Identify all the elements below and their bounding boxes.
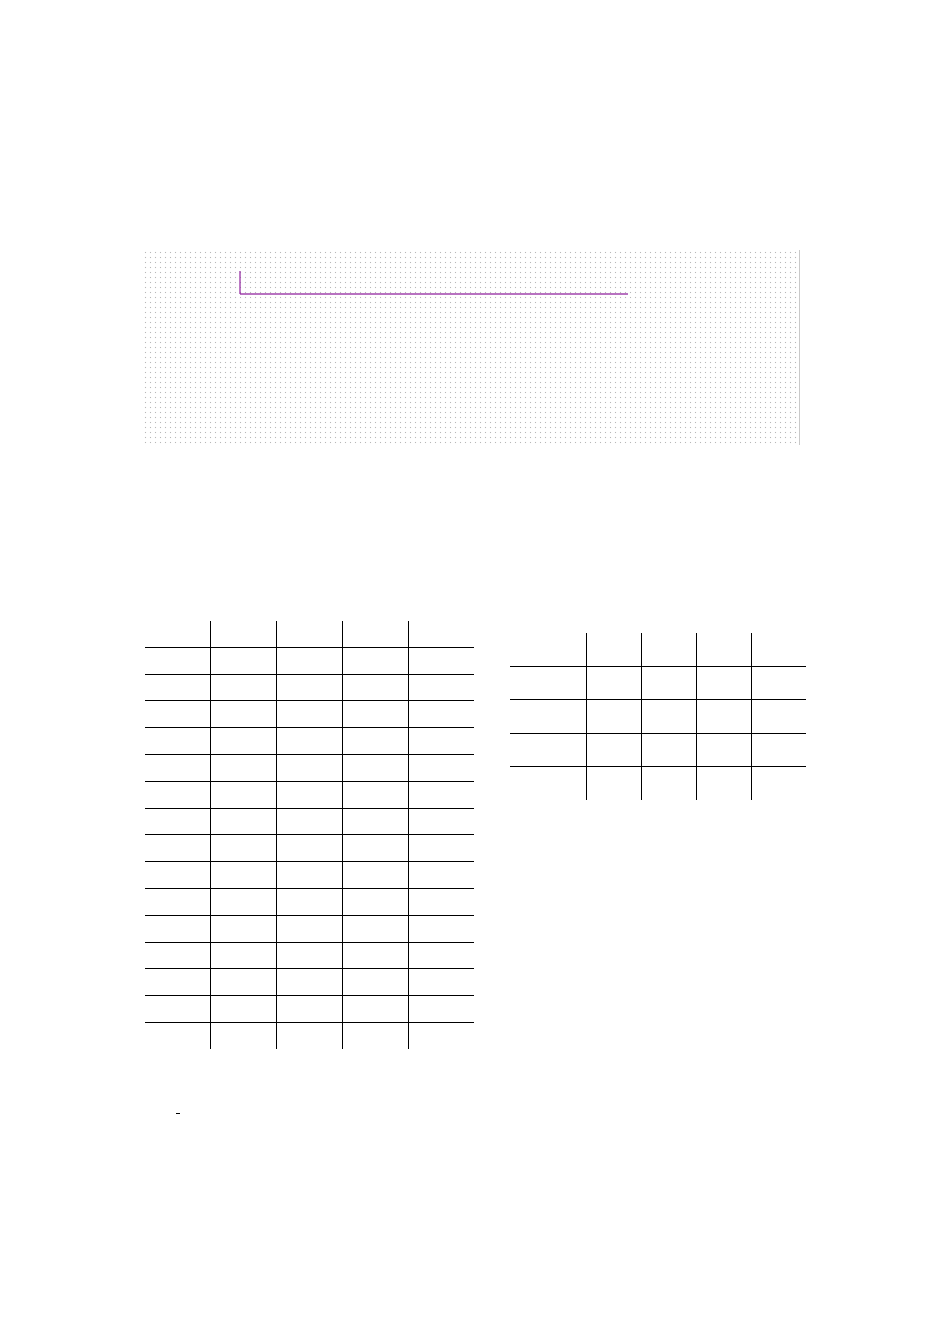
state-table-header [409,621,475,647]
state-table-cell [409,969,475,996]
table-row [145,942,474,969]
state-table-cell [343,728,409,755]
state-table-cell [277,915,343,942]
state-table-cell [211,969,277,996]
state-table-cell [343,969,409,996]
state-table-cell [277,728,343,755]
kmap-cell [697,666,752,700]
state-table-cell [145,1022,211,1048]
state-table-header [211,621,277,647]
state-table-cell [343,647,409,674]
state-table-cell [211,835,277,862]
table-row [145,862,474,889]
state-table-cell [277,1022,343,1048]
state-table-cell [409,1022,475,1048]
kmap-row [510,666,806,700]
kmap-cell [752,666,807,700]
state-table-cell [211,808,277,835]
state-table-cell [409,862,475,889]
table-row [145,888,474,915]
state-table-cell [211,996,277,1023]
kmap-row-label [510,767,587,800]
state-table-cell [343,835,409,862]
kmap-cell [642,733,697,767]
state-table-header [277,621,343,647]
state-table-cell [145,888,211,915]
kmap-cell [587,733,642,767]
state-table-cell [211,862,277,889]
kmap-cell [697,700,752,734]
state-table-cell [409,808,475,835]
table-row [145,996,474,1023]
state-table-cell [409,835,475,862]
state-table-cell [211,888,277,915]
state-table-cell [409,781,475,808]
kmap-col-header [697,633,752,666]
state-table-cell [277,862,343,889]
state-table-cell [211,701,277,728]
state-table-cell [145,996,211,1023]
kmap-cell [642,767,697,800]
table-row [145,915,474,942]
state-table-cell [277,808,343,835]
table-row [145,781,474,808]
kmap-cell [587,666,642,700]
table-row [145,701,474,728]
state-table-cell [277,701,343,728]
state-table-cell [277,969,343,996]
state-table-cell [211,728,277,755]
state-table-cell [145,647,211,674]
state-table-cell [211,674,277,701]
table-row [145,674,474,701]
state-table-cell [343,754,409,781]
state-table-cell [343,888,409,915]
state-table-cell [343,942,409,969]
c0-formula [176,1113,180,1114]
conclusion-line3 [176,1099,180,1125]
table-row [145,969,474,996]
kmap-cell [697,767,752,800]
kmap-cell [752,767,807,800]
state-table-cell [211,754,277,781]
state-table-cell [343,674,409,701]
state-table-cell [145,754,211,781]
state-table-cell [277,888,343,915]
state-table-cell [145,835,211,862]
table-row [145,754,474,781]
state-table-cell [145,728,211,755]
kmap-col-header [752,633,807,666]
state-table-cell [277,754,343,781]
kmap-cell [752,733,807,767]
state-table-cell [343,862,409,889]
kmap-cell [642,666,697,700]
state-table-cell [211,781,277,808]
state-table-cell [409,701,475,728]
kmap-header-row [510,633,806,666]
table-row [145,835,474,862]
kmap-col-header [587,633,642,666]
kmap-col-header [642,633,697,666]
table-row [145,728,474,755]
state-table-cell [277,835,343,862]
state-table-cell [409,915,475,942]
state-table-cell [211,942,277,969]
state-table-cell [145,781,211,808]
state-table-cell [409,674,475,701]
kmap-row [510,700,806,734]
state-table-cell [277,674,343,701]
state-table-cell [145,915,211,942]
kmap-row [510,733,806,767]
state-table-cell [211,915,277,942]
state-table-cell [277,781,343,808]
state-table-cell [145,862,211,889]
kmap-row-label [510,700,587,734]
state-table-cell [277,996,343,1023]
clock-divider-circuit [143,250,800,445]
karnaugh-map [510,633,806,800]
table-row [145,808,474,835]
state-table-cell [277,942,343,969]
state-table-cell [409,942,475,969]
state-table-header-row [145,621,474,647]
state-table [145,621,474,1049]
state-table-cell [409,754,475,781]
kmap-row [510,767,806,800]
kmap-cell [697,733,752,767]
state-table-cell [409,647,475,674]
kmap-row-label [510,666,587,700]
state-table-header [145,621,211,647]
state-table-cell [343,701,409,728]
state-table-cell [409,728,475,755]
kmap-cell [752,700,807,734]
state-table-header [343,621,409,647]
kmap-row-label [510,733,587,767]
table-row [145,1022,474,1048]
kmap-corner-label [510,633,587,666]
state-table-cell [409,888,475,915]
table-row [145,647,474,674]
state-table-cell [343,996,409,1023]
kmap-cell [642,700,697,734]
state-table-cell [211,1022,277,1048]
state-table-cell [145,701,211,728]
state-table-cell [277,647,343,674]
state-table-cell [343,808,409,835]
state-table-cell [145,674,211,701]
kmap-cell [587,700,642,734]
state-table-cell [145,808,211,835]
state-table-cell [343,781,409,808]
kmap-cell [587,767,642,800]
state-table-cell [145,969,211,996]
state-table-cell [211,647,277,674]
state-table-cell [145,942,211,969]
state-table-cell [343,1022,409,1048]
state-table-cell [343,915,409,942]
state-table-cell [409,996,475,1023]
